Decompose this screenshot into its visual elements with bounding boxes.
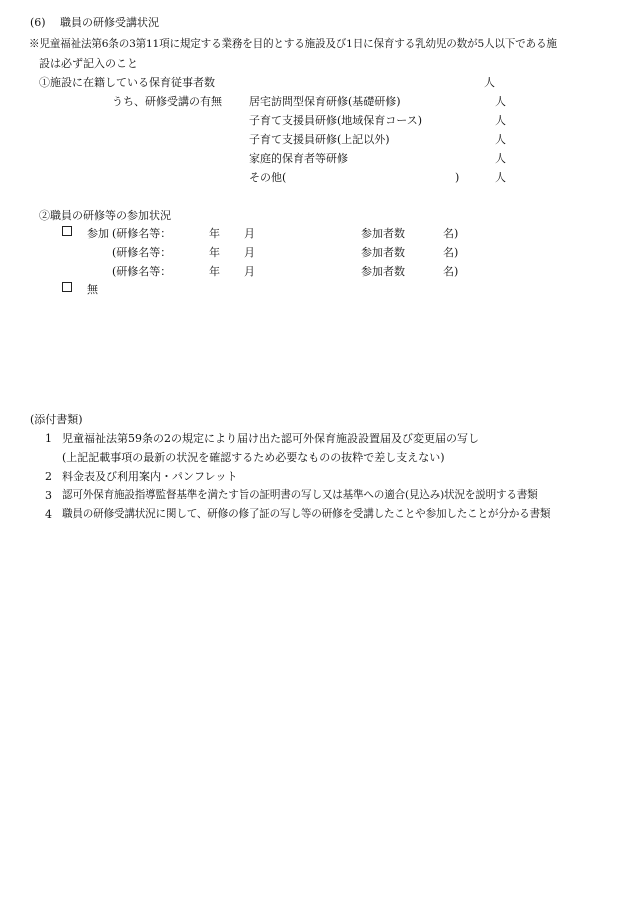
- training-name-label: (研修名等：: [112, 246, 172, 259]
- participation-no-label: 無: [87, 283, 98, 296]
- participation-yes-checkbox[interactable]: [62, 226, 72, 236]
- training-name: 居宅訪問型保育研修(基礎研修): [249, 95, 401, 108]
- month-label: 月: [244, 227, 255, 240]
- participation-no-checkbox[interactable]: [62, 282, 72, 292]
- training-unit: 人: [495, 171, 506, 184]
- participant-count-unit: 名): [443, 265, 459, 278]
- attachment-number: 4: [45, 508, 52, 521]
- attachment-number: 3: [45, 489, 52, 502]
- training-unit: 人: [495, 152, 506, 165]
- participation-heading: ②職員の研修等の参加状況: [39, 209, 171, 222]
- attachment-text: 児童福祉法第59条の2の規定により届け出た認可外保育施設設置届及び変更届の写し: [62, 432, 479, 445]
- participant-count-label: 参加者数: [361, 246, 405, 259]
- training-name-label: (研修名等：: [112, 265, 172, 278]
- year-label: 年: [209, 265, 220, 278]
- training-unit: 人: [495, 114, 506, 127]
- attachment-text: 料金表及び利用案内・パンフレット: [62, 470, 238, 483]
- training-name-label: (研修名等：: [112, 227, 172, 240]
- year-label: 年: [209, 227, 220, 240]
- month-label: 月: [244, 246, 255, 259]
- training-name: その他(: [249, 171, 287, 184]
- year-label: 年: [209, 246, 220, 259]
- attachment-subtext: (上記記載事項の最新の状況を確認するため必要なものの抜粋で差し支えない): [62, 451, 445, 464]
- training-other-close: ): [455, 171, 460, 184]
- participant-count-unit: 名): [443, 246, 459, 259]
- training-name: 家庭的保育者等研修: [249, 152, 348, 165]
- training-unit: 人: [495, 133, 506, 146]
- participant-count-label: 参加者数: [361, 227, 405, 240]
- training-name: 子育て支援員研修(上記以外): [249, 133, 390, 146]
- participation-yes-label: 参加: [87, 227, 109, 240]
- training-name: 子育て支援員研修(地域保育コース): [249, 114, 423, 127]
- note-line-1: ※児童福祉法第6条の3第11項に規定する業務を目的とする施設及び1日に保育する乳幼児の数が5人以下である施: [29, 38, 557, 50]
- attachment-number: 1: [45, 432, 52, 445]
- attachment-number: 2: [45, 470, 52, 483]
- attachment-text: 認可外保育施設指導監督基準を満たす旨の証明書の写し又は基準への適合(見込み)状況を説明する書類: [62, 489, 538, 501]
- participant-count-label: 参加者数: [361, 265, 405, 278]
- staff-count-unit: 人: [484, 76, 495, 89]
- staff-count-heading: ①施設に在籍している保育従事者数: [39, 76, 215, 89]
- section-title: 職員の研修受講状況: [60, 16, 159, 29]
- participant-count-unit: 名): [443, 227, 459, 240]
- section-number: (6): [30, 16, 46, 29]
- attachments-heading: (添付書類): [30, 413, 83, 426]
- training-subheading: うち、研修受講の有無: [112, 95, 222, 108]
- attachment-text: 職員の研修受講状況に関して、研修の修了証の写し等の研修を受講したことや参加したことが分かる書類: [62, 508, 551, 520]
- training-unit: 人: [495, 95, 506, 108]
- note-line-2: 設は必ず記入のこと: [39, 57, 138, 70]
- month-label: 月: [244, 265, 255, 278]
